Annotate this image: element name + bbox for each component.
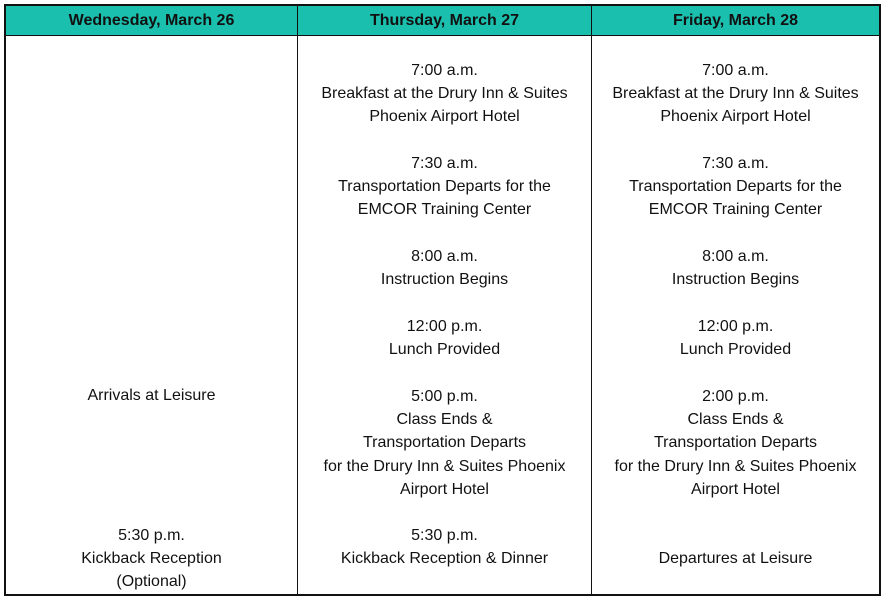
thursday-transport bbox=[298, 152, 591, 222]
thursday-breakfast-time: 7:00 a.m. bbox=[411, 62, 478, 79]
header-row bbox=[6, 6, 879, 36]
thursday-class-end bbox=[298, 385, 591, 501]
friday-departures-text: Departures at Leisure bbox=[658, 550, 813, 567]
thursday-breakfast bbox=[298, 59, 591, 129]
thursday-reception-time: 5:30 p.m. bbox=[411, 527, 478, 544]
thursday-class-end-line-3: for the Drury Inn & Suites Phoenix bbox=[323, 457, 566, 475]
friday-class-end bbox=[592, 385, 879, 501]
friday-class-end-line-2: Transportation Departs bbox=[653, 434, 818, 452]
wednesday-arrivals-text: Arrivals at Leisure bbox=[87, 387, 216, 404]
thursday-instruction-time: 8:00 a.m. bbox=[411, 248, 478, 265]
thursday-transport-line-1: Transportation Departs for the bbox=[338, 178, 551, 196]
header-friday: Friday, March 28 bbox=[672, 11, 799, 29]
thursday-lunch bbox=[298, 315, 591, 361]
friday-departures bbox=[592, 547, 879, 570]
thursday-reception-title: Kickback Reception & Dinner bbox=[340, 550, 549, 568]
friday-lunch-time: 12:00 p.m. bbox=[697, 318, 774, 335]
friday-breakfast bbox=[592, 59, 879, 129]
thursday-reception bbox=[298, 524, 591, 570]
friday-lunch bbox=[592, 315, 879, 361]
thursday-instruction bbox=[298, 245, 591, 291]
column-wednesday bbox=[6, 36, 298, 594]
friday-transport bbox=[592, 152, 879, 222]
thursday-class-end-line-2: Transportation Departs bbox=[362, 434, 527, 452]
thursday-class-end-time: 5:00 p.m. bbox=[411, 388, 478, 405]
friday-transport-time: 7:30 a.m. bbox=[702, 155, 769, 172]
thursday-lunch-text: Lunch Provided bbox=[388, 341, 501, 359]
friday-instruction bbox=[592, 245, 879, 291]
wednesday-arrivals bbox=[6, 384, 297, 407]
wednesday-reception-title: Kickback Reception bbox=[81, 550, 222, 568]
friday-class-end-line-4: Airport Hotel bbox=[691, 480, 780, 498]
friday-lunch-text: Lunch Provided bbox=[679, 341, 792, 359]
wednesday-reception-note: (Optional) bbox=[116, 573, 187, 591]
friday-breakfast-line-2: Phoenix Airport Hotel bbox=[660, 108, 811, 126]
friday-transport-line-1: Transportation Departs for the bbox=[629, 178, 842, 196]
wednesday-reception-time: 5:30 p.m. bbox=[118, 527, 185, 544]
thursday-breakfast-line-2: Phoenix Airport Hotel bbox=[369, 108, 520, 126]
thursday-lunch-time: 12:00 p.m. bbox=[406, 318, 483, 335]
thursday-class-end-line-4: Airport Hotel bbox=[400, 480, 489, 498]
thursday-instruction-text: Instruction Begins bbox=[380, 271, 509, 289]
friday-instruction-text: Instruction Begins bbox=[671, 271, 800, 289]
thursday-breakfast-line-1: Breakfast at the Drury Inn & Suites bbox=[321, 85, 568, 103]
friday-class-end-line-3: for the Drury Inn & Suites Phoenix bbox=[614, 457, 857, 475]
header-thursday: Thursday, March 27 bbox=[298, 6, 592, 35]
wednesday-reception bbox=[6, 524, 297, 594]
schedule-table bbox=[4, 4, 881, 596]
header-wednesday: Wednesday, March 26 bbox=[6, 6, 298, 35]
friday-class-end-line-1: Class Ends & bbox=[687, 411, 784, 429]
thursday-transport-time: 7:30 a.m. bbox=[411, 155, 478, 172]
column-friday bbox=[592, 36, 879, 594]
thursday-transport-line-2: EMCOR Training Center bbox=[357, 201, 532, 219]
friday-breakfast-line-1: Breakfast at the Drury Inn & Suites bbox=[612, 85, 859, 103]
column-thursday bbox=[298, 36, 592, 594]
friday-breakfast-time: 7:00 a.m. bbox=[702, 62, 769, 79]
thursday-class-end-line-1: Class Ends & bbox=[396, 411, 493, 429]
friday-instruction-time: 8:00 a.m. bbox=[702, 248, 769, 265]
friday-transport-line-2: EMCOR Training Center bbox=[648, 201, 823, 219]
schedule-body bbox=[6, 36, 879, 594]
friday-class-end-time: 2:00 p.m. bbox=[702, 388, 769, 405]
